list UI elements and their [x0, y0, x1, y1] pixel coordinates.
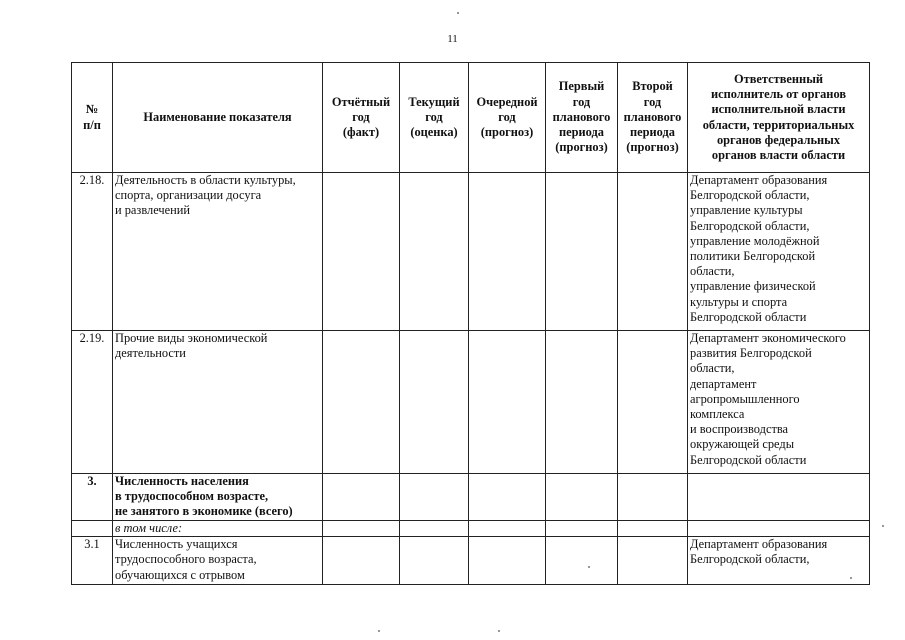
row-executor: Департамент экономического развития Белгородской области, департамент агропромышленного комплекса и воспроизводства окружающей среды Белгородской области — [688, 331, 870, 474]
table-row — [72, 521, 870, 537]
scan-speck — [850, 577, 852, 579]
table-row — [72, 474, 870, 521]
row-executor: Департамент образования Белгородской области, управление культуры Белгородской области, управление молодёжной политики Белгородской области, управление физической культуры и спорта Белгородской области — [688, 173, 870, 331]
value-cell — [323, 474, 400, 521]
value-cell — [469, 173, 546, 331]
scan-speck — [498, 630, 500, 632]
value-cell — [618, 521, 688, 537]
value-cell — [400, 474, 469, 521]
value-cell — [400, 537, 469, 585]
value-cell — [323, 521, 400, 537]
header-next-year: Очередной год (прогноз) — [469, 63, 546, 173]
value-cell — [546, 474, 618, 521]
scan-speck — [378, 630, 380, 632]
row-number: 3. — [72, 474, 113, 521]
row-executor: Департамент образования Белгородской области, — [688, 537, 870, 585]
scan-speck — [457, 12, 459, 14]
header-second-plan-year: Второй год планового периода (прогноз) — [618, 63, 688, 173]
row-number: 2.19. — [72, 331, 113, 474]
value-cell — [546, 173, 618, 331]
header-responsible-executor: Ответственный исполнитель от органов исполнительной власти области, территориальных органов федеральных органов власти области — [688, 63, 870, 173]
row-number: 3.1 — [72, 537, 113, 585]
value-cell — [469, 521, 546, 537]
row-executor — [688, 474, 870, 521]
row-indicator-name: Деятельность в области культуры, спорта, организации досуга и развлечений — [113, 173, 323, 331]
value-cell — [546, 537, 618, 585]
value-cell — [323, 537, 400, 585]
scan-speck — [588, 566, 590, 568]
row-number — [72, 521, 113, 537]
header-reporting-year: Отчётный год (факт) — [323, 63, 400, 173]
row-indicator-name: Численность учащихся трудоспособного возраста, обучающихся с отрывом — [113, 537, 323, 585]
table-row — [72, 173, 870, 331]
header-first-plan-year: Первый год планового периода (прогноз) — [546, 63, 618, 173]
scan-speck — [882, 525, 884, 527]
value-cell — [400, 331, 469, 474]
value-cell — [400, 521, 469, 537]
value-cell — [618, 331, 688, 474]
value-cell — [546, 331, 618, 474]
value-cell — [469, 331, 546, 474]
header-number: № п/п — [72, 63, 113, 173]
table-row — [72, 537, 870, 585]
table-row — [72, 331, 870, 474]
row-executor — [688, 521, 870, 537]
header-indicator-name: Наименование показателя — [113, 63, 323, 173]
row-number: 2.18. — [72, 173, 113, 331]
value-cell — [323, 173, 400, 331]
row-indicator-name: Численность населения в трудоспособном возрасте, не занятого в экономике (всего) — [113, 474, 323, 521]
value-cell — [618, 537, 688, 585]
page-number: 11 — [447, 33, 458, 45]
header-current-year: Текущий год (оценка) — [400, 63, 469, 173]
value-cell — [323, 331, 400, 474]
value-cell — [618, 474, 688, 521]
header-row — [72, 63, 870, 173]
row-indicator-name: в том числе: — [113, 521, 323, 537]
indicators-table — [71, 62, 870, 585]
value-cell — [546, 521, 618, 537]
row-indicator-name: Прочие виды экономической деятельности — [113, 331, 323, 474]
value-cell — [469, 537, 546, 585]
value-cell — [618, 173, 688, 331]
value-cell — [469, 474, 546, 521]
value-cell — [400, 173, 469, 331]
